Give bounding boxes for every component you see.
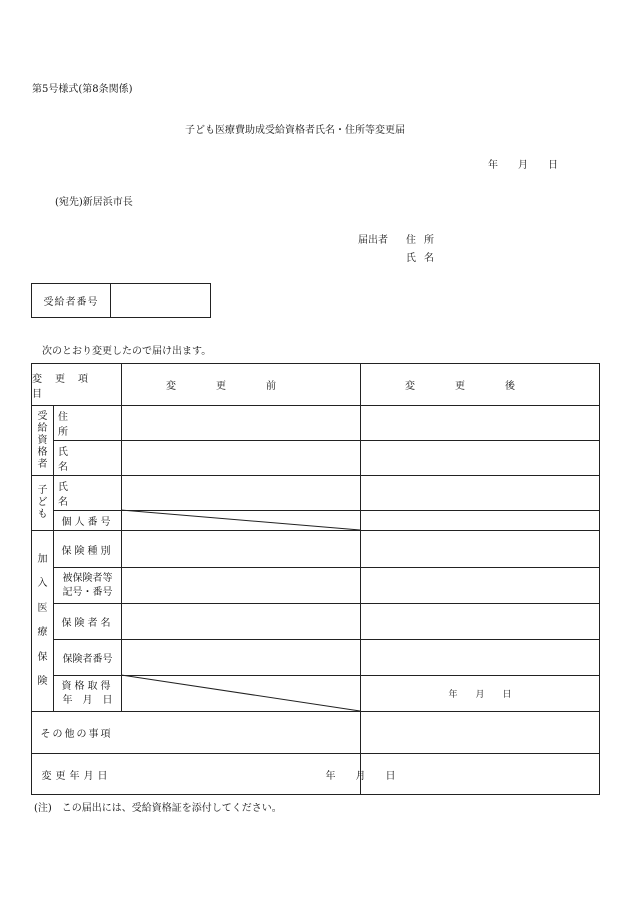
group-child <box>32 476 53 530</box>
insurance-type-after-field[interactable] <box>361 531 599 567</box>
other-before-field[interactable] <box>122 712 360 753</box>
row-acquired-line2: 年 月 日 <box>62 694 113 706</box>
insurance-type-before-field[interactable] <box>122 531 360 567</box>
header-before: 変更前 <box>166 381 316 392</box>
group-child-char: も <box>37 509 48 520</box>
applicant-name-label: 氏名 <box>406 253 442 264</box>
insurer-name-before-field[interactable] <box>122 604 360 639</box>
form-number: 第5号様式(第8条関係) <box>32 84 133 95</box>
row-other-label: その他の事項 <box>40 729 113 740</box>
group-recipient-char: 給 <box>37 422 48 434</box>
note-text: (注) この届出には、受給資格証を添付してください。 <box>34 803 282 814</box>
group-insurance-char: 険 <box>37 676 48 687</box>
address-before-field[interactable] <box>122 406 360 440</box>
group-recipient-char: 者 <box>37 458 48 470</box>
group-recipient <box>32 406 53 475</box>
addressee: (宛先)新居浜市長 <box>55 197 133 208</box>
name-after-field[interactable] <box>361 441 599 475</box>
personal-number-after-field[interactable] <box>361 511 599 530</box>
document-title: 子ども医療費助成受給資格者氏名・住所等変更届 <box>185 125 405 136</box>
insurer-name-after-field[interactable] <box>361 604 599 639</box>
group-recipient-char: 受 <box>37 410 48 422</box>
group-insurance-char: 入 <box>37 578 48 589</box>
row-change-date-label: 変更年月日 <box>41 770 112 782</box>
header-change-item: 変更項目 <box>32 373 101 400</box>
submission-date[interactable]: 年 月 日 <box>488 160 558 171</box>
group-child-char: 子 <box>37 485 48 496</box>
row-insured-symbol-label <box>54 568 121 603</box>
group-insurance <box>32 531 53 711</box>
recipient-number-label: 受給者番号 <box>32 284 111 317</box>
header-after: 変更後 <box>405 381 555 392</box>
change-date-field[interactable]: 年 月 日 <box>325 770 396 782</box>
change-table <box>31 363 600 795</box>
insurer-number-before-field[interactable] <box>122 640 360 675</box>
row-insurance-type-label: 保険種別 <box>61 545 114 557</box>
row-child-name-label: 氏名 <box>58 482 98 508</box>
other-after-field[interactable] <box>361 712 599 753</box>
name-before-field[interactable] <box>122 441 360 475</box>
group-insurance-char: 保 <box>37 651 48 663</box>
row-name-label: 氏名 <box>58 447 98 473</box>
group-child-char: ど <box>37 497 48 508</box>
group-insurance-char: 医 <box>37 602 48 614</box>
row-insured-symbol-line1: 被保険者等 <box>62 573 113 584</box>
acquired-date-after-field[interactable]: 年 月 日 <box>448 690 512 700</box>
insured-symbol-after-field[interactable] <box>361 568 599 603</box>
address-after-field[interactable] <box>361 406 599 440</box>
intro-text: 次のとおり変更したので届け出ます。 <box>42 346 212 357</box>
applicant-label: 届出者 <box>358 235 388 246</box>
group-insurance-char: 療 <box>37 627 48 638</box>
group-recipient-char: 資 <box>37 434 48 446</box>
row-acquired-line1: 資格取得 <box>61 681 114 692</box>
row-insurer-number-label: 保険者番号 <box>62 654 113 665</box>
row-address-label: 住所 <box>58 412 98 438</box>
row-acquired-date-label <box>54 676 121 711</box>
row-insured-symbol-line2: 記号・番号 <box>62 586 113 598</box>
group-recipient-char: 格 <box>37 446 48 458</box>
recipient-number-box <box>31 283 211 318</box>
group-insurance-char: 加 <box>37 553 48 565</box>
insured-symbol-before-field[interactable] <box>122 568 360 603</box>
insurer-number-after-field[interactable] <box>361 640 599 675</box>
row-insurer-name-label: 保険者名 <box>61 618 114 629</box>
child-name-before-field[interactable] <box>122 476 360 510</box>
recipient-number-field[interactable] <box>111 284 210 317</box>
row-personal-number-label: 個人番号 <box>61 517 114 528</box>
child-name-after-field[interactable] <box>361 476 599 510</box>
applicant-address-label: 住所 <box>406 235 442 246</box>
